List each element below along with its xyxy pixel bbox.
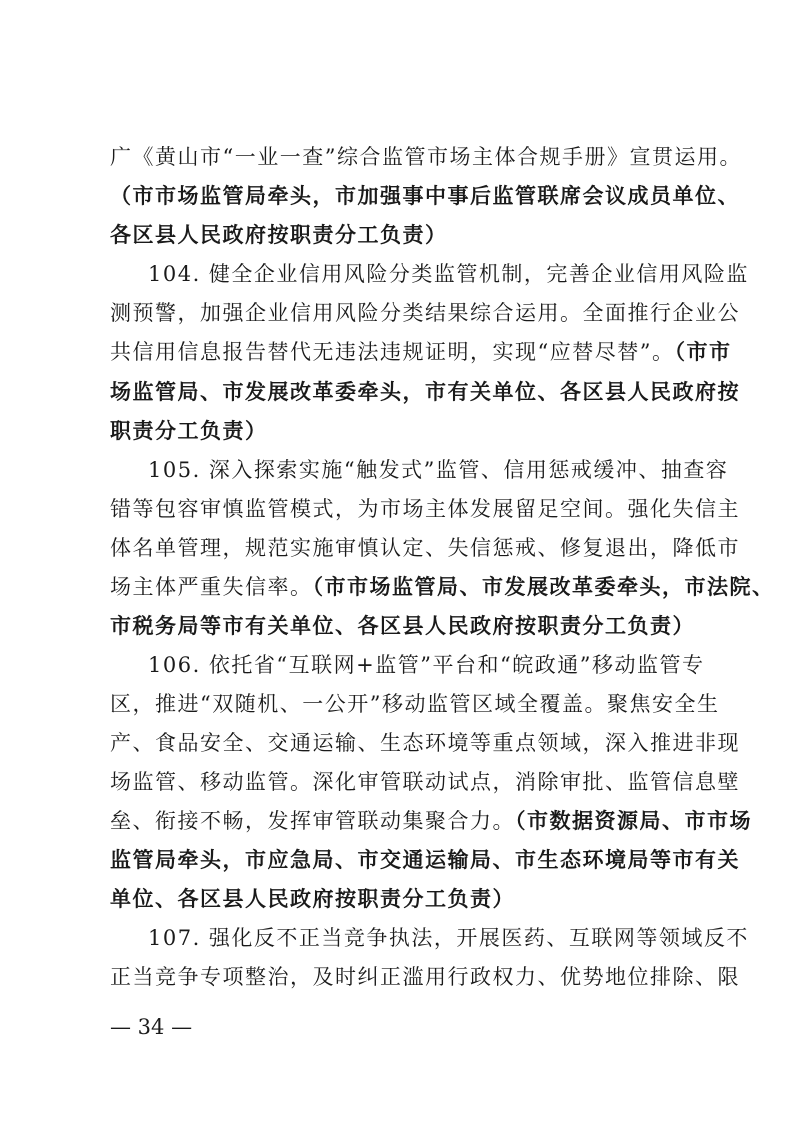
responsible-units: （市市 <box>674 339 732 364</box>
text-line: 市税务局等市有关单位、各区县人民政府按职责分工负责） <box>110 613 695 638</box>
text-line: 产、食品安全、交通运输、生态环境等重点领域，深入推进非现 <box>110 731 740 755</box>
text-line: 正当竞争专项整治，及时纠正滥用行政权力、优势地位排除、限 <box>110 965 740 989</box>
text-line: 106. 依托省“互联网+监管”平台和“皖政通”移动监管专 <box>148 653 705 677</box>
text-line <box>110 335 732 369</box>
text-line: 场监管局、市发展改革委牵头，市有关单位、各区县人民政府按 <box>110 379 740 404</box>
page-number: — 34 — <box>110 1015 193 1039</box>
text-line: 错等包容审慎监管模式，为市场主体发展留足空间。强化失信主 <box>110 497 740 521</box>
text-line: 广《黄山市“一业一查”综合监管市场主体合规手册》宣贯运用。 <box>110 145 742 169</box>
text-line <box>110 570 775 604</box>
text-line: 107. 强化反不正当竞争执法，开展医药、互联网等领域反不 <box>148 926 749 950</box>
text-line: 105. 深入探索实施“触发式”监管、信用惩戒缓冲、抽查容 <box>148 458 729 482</box>
text-line: 104. 健全企业信用风险分类监管机制，完善企业信用风险监 <box>148 262 749 286</box>
responsible-units: （市数据资源局、市市场 <box>515 808 752 833</box>
text-line: 职责分工负责） <box>110 418 268 443</box>
text-line: （市市场监管局牵头，市加强事中事后监管联席会议成员单位、 <box>110 183 740 208</box>
responsible-units: （市市场监管局、市发展改革委牵头，市法院、 <box>312 574 775 599</box>
text-span: 场主体严重失信率。 <box>110 575 313 599</box>
text-line: 各区县人民政府按职责分工负责） <box>110 222 448 247</box>
text-line <box>110 804 752 838</box>
text-span: 垒、衔接不畅，发挥审管联动集聚合力。 <box>110 809 515 833</box>
text-line: 测预警，加强企业信用风险分类结果综合运用。全面推行企业公 <box>110 301 740 325</box>
text-line: 体名单管理，规范实施审慎认定、失信惩戒、修复退出，降低市 <box>110 536 740 560</box>
text-line: 单位、各区县人民政府按职责分工负责） <box>110 886 515 911</box>
text-line: 场监管、移动监管。深化审管联动试点，消除审批、监管信息壁 <box>110 770 740 794</box>
text-line: 监管局牵头，市应急局、市交通运输局、市生态环境局等市有关 <box>110 847 740 872</box>
text-span: 共信用信息报告替代无违法违规证明，实现“应替尽替”。 <box>110 340 675 364</box>
text-line: 区，推进“双随机、一公开”移动监管区域全覆盖。聚焦安全生 <box>110 692 720 716</box>
